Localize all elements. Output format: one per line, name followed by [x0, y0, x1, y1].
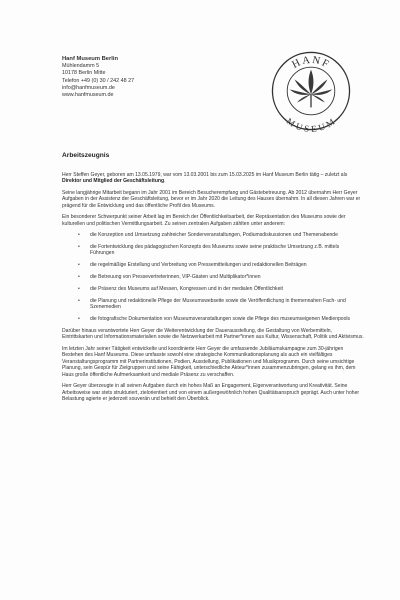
hanf-museum-logo [270, 50, 352, 132]
document-body [62, 172, 364, 408]
sender-phone: Telefon +49 (0) 30 / 242 48 27 [62, 77, 135, 84]
paragraph-assessment: Herr Geyer überzeugte in all seinen Aufgaben durch ein hohes Maß an Engagement, Eigenverantwortung und Kreativität. Seine Arbeitsweise war stets strukturiert, zielorientiert und von einem außergewöhnlich hohen Qualitätsanspruch geprägt. Auch unter hoher Belastung agierte er jederzeit souverän und behielt den Überblick. [62, 383, 360, 403]
list-item: • die Konzeption und Umsetzung zahlreicher Sonderveranstaltungen, Podiumsdiskussionen und Themenabende [62, 232, 364, 238]
logo-bottom-text: MUSEUM [284, 115, 338, 132]
hemp-leaf-icon [290, 70, 333, 108]
paragraph-intro: Herr Steffen Geyer, geboren am 13.05.1979, war vom 13.03.2001 bis zum 15.03.2025 im Hanf Museum Berlin tätig – zuletzt als Direktor und Mitglied der Geschäftsleitung. [62, 172, 348, 185]
list-item: • die fotografische Dokumentation von Museumsveranstaltungen sowie die Pflege des museumseigenen Medienpools [62, 316, 364, 322]
paragraph-exhibition: Darüber hinaus verantwortete Herr Geyer die Weiterentwicklung der Dauerausstellung, die Gestaltung von Werbemitteln, Eintrittskarten und Informationsmaterialien sowie die Netzwerkarbeit mit Partner*innen aus Kultur, Wissenschaft, Politik und Aktivismus. [62, 327, 364, 341]
list-item: • die Präsenz des Museums auf Messen, Kongressen und in der medialen Öffentlichkeit [62, 286, 364, 292]
sender-web: www.hanfmuseum.de [62, 92, 114, 99]
position-title: Direktor und Mitglied der Geschäftsleitung [62, 178, 165, 185]
paragraph-career: Seine langjährige Mitarbeit begann im Jahr 2001 im Bereich Besucherempfang und Gästebetreuung. Ab 2012 übernahm Herr Geyer Aufgaben in der Assistenz der Geschäftsleitung, bevor er im Jahr 2020 die Leitung des Hauses übernahm. In all diesen Jahren war er prägend für die Entwicklung und das öffentliche Profil des Museums. [62, 189, 361, 209]
logo-top-text: HANF [290, 54, 332, 72]
paragraph-focus: Ein besonderer Schwerpunkt seiner Arbeit lag im Bereich der Öffentlichkeitsarbeit, der Repräsentation des Museums sowie der kulturellen und politischen Vermittlungsarbeit. Zu seinen zentralen Aufgaben zählten unter anderem: [62, 214, 346, 227]
sender-email: info@hanfmuseum.de [62, 84, 115, 91]
list-item: • die regelmäßige Erstellung und Verbreitung von Pressemitteilungen und redaktionellen Beiträgen [62, 262, 364, 268]
sender-address [62, 56, 262, 99]
list-item: • die Betreuung von Pressevertreterinnen, VIP-Gästen und Multiplikator*innen [62, 274, 364, 280]
list-item: • die Planung und redaktionelle Pflege der Museumswebseite sowie die Veröffentlichung in themennahen Fach- und Szenemedien [62, 298, 364, 311]
list-item: • die Fortentwicklung des pädagogischen Konzepts des Museums sowie seine praktische Umsetzung z.B. mittels Führungen [62, 244, 364, 257]
sender-org: Hanf Museum Berlin [62, 56, 119, 62]
sender-street: Mühlendamm 5 [62, 63, 100, 70]
paragraph-anniversary: Im letzten Jahr seiner Tätigkeit entwickelte und koordinierte Herr Geyer die umfassende Jubiläumskampagne zum 30-jährigen Bestehen des Hanf Museums. Diese umfasste sowohl eine strategische Kommunikationsplanung als auch ein vielfältiges Veranstaltungsprogramm mit Partnerinstitutionen, Podien, Ausstellung, Publikationen und Musikprogramm. Durch seine umsichtige Planung, sein Gespür für Zielgruppen und seine Fähigkeit, unterschiedliche Akteur*innen zusammenzubringen, gelang es ihm, dem Haus große öffentliche Aufmerksamkeit und mediale Präsenz zu verschaffen. [62, 345, 356, 378]
task-list [62, 232, 364, 322]
document-title: Arbeitszeugnis [62, 152, 110, 159]
sender-city: 10178 Berlin Mitte [62, 70, 106, 77]
